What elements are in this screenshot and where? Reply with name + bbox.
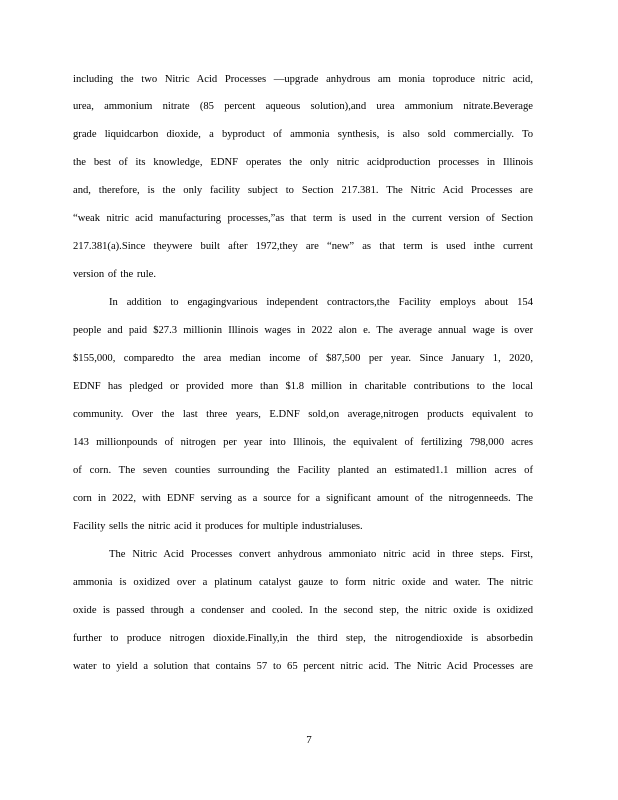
text-line: 217.381(a).Since theywere built after 1972,they are “new” as that term is used inthe current <box>73 241 533 252</box>
text-line: In addition to engagingvarious independent contractors,the Facility employs about 154 <box>109 297 533 308</box>
text-line: The Nitric Acid Processes convert anhydrous ammoniato nitric acid in three steps. First, <box>109 549 533 560</box>
text-line: water to yield a solution that contains 57 to 65 percent nitric acid. The Nitric Acid Processes are <box>73 661 533 672</box>
text-line: ammonia is oxidized over a platinum catalyst gauze to form nitric oxide and water. The nitric <box>73 577 533 588</box>
text-line: corn in 2022, with EDNF serving as a source for a significant amount of the nitrogenneeds. The <box>73 493 533 504</box>
page-number: 7 <box>306 734 312 746</box>
text-line: $155,000, comparedto the area median income of $87,500 per year. Since January 1, 2020, <box>73 353 533 364</box>
text-line: including the two Nitric Acid Processes —upgrade anhydrous am monia toproduce nitric acid, <box>73 74 533 85</box>
text-line: “weak nitric acid manufacturing processes,”as that term is used in the current version of Section <box>73 213 533 224</box>
text-line: further to produce nitrogen dioxide.Finally,in the third step, the nitrogendioxide is absorbedin <box>73 633 533 644</box>
text-line: of corn. The seven counties surrounding the Facility planted an estimated1.1 million acres of <box>73 465 533 476</box>
text-line: oxide is passed through a condenser and cooled. In the second step, the nitric oxide is oxidized <box>73 605 533 616</box>
text-line: EDNF has pledged or provided more than $1.8 million in charitable contributions to the local <box>73 381 533 392</box>
text-line: 143 millionpounds of nitrogen per year into Illinois, the equivalent of fertilizing 798,000 acres <box>73 437 533 448</box>
text-line: urea, ammonium nitrate (85 percent aqueous solution),and urea ammonium nitrate.Beverage <box>73 101 533 112</box>
text-line: version of the rule. <box>73 269 157 280</box>
text-line: grade liquidcarbon dioxide, a byproduct of ammonia synthesis, is also sold commercially. To <box>73 129 533 140</box>
text-line: community. Over the last three years, E.DNF sold,on average,nitrogen products equivalent to <box>73 409 533 420</box>
text-line: the best of its knowledge, EDNF operates the only nitric acidproduction processes in Illinois <box>73 157 533 168</box>
text-line: Facility sells the nitric acid it produces for multiple industrialuses. <box>73 521 363 532</box>
text-line: and, therefore, is the only facility subject to Section 217.381. The Nitric Acid Processes are <box>73 185 533 196</box>
text-line: people and paid $27.3 millionin Illinois wages in 2022 alon e. The average annual wage is over <box>73 325 533 336</box>
